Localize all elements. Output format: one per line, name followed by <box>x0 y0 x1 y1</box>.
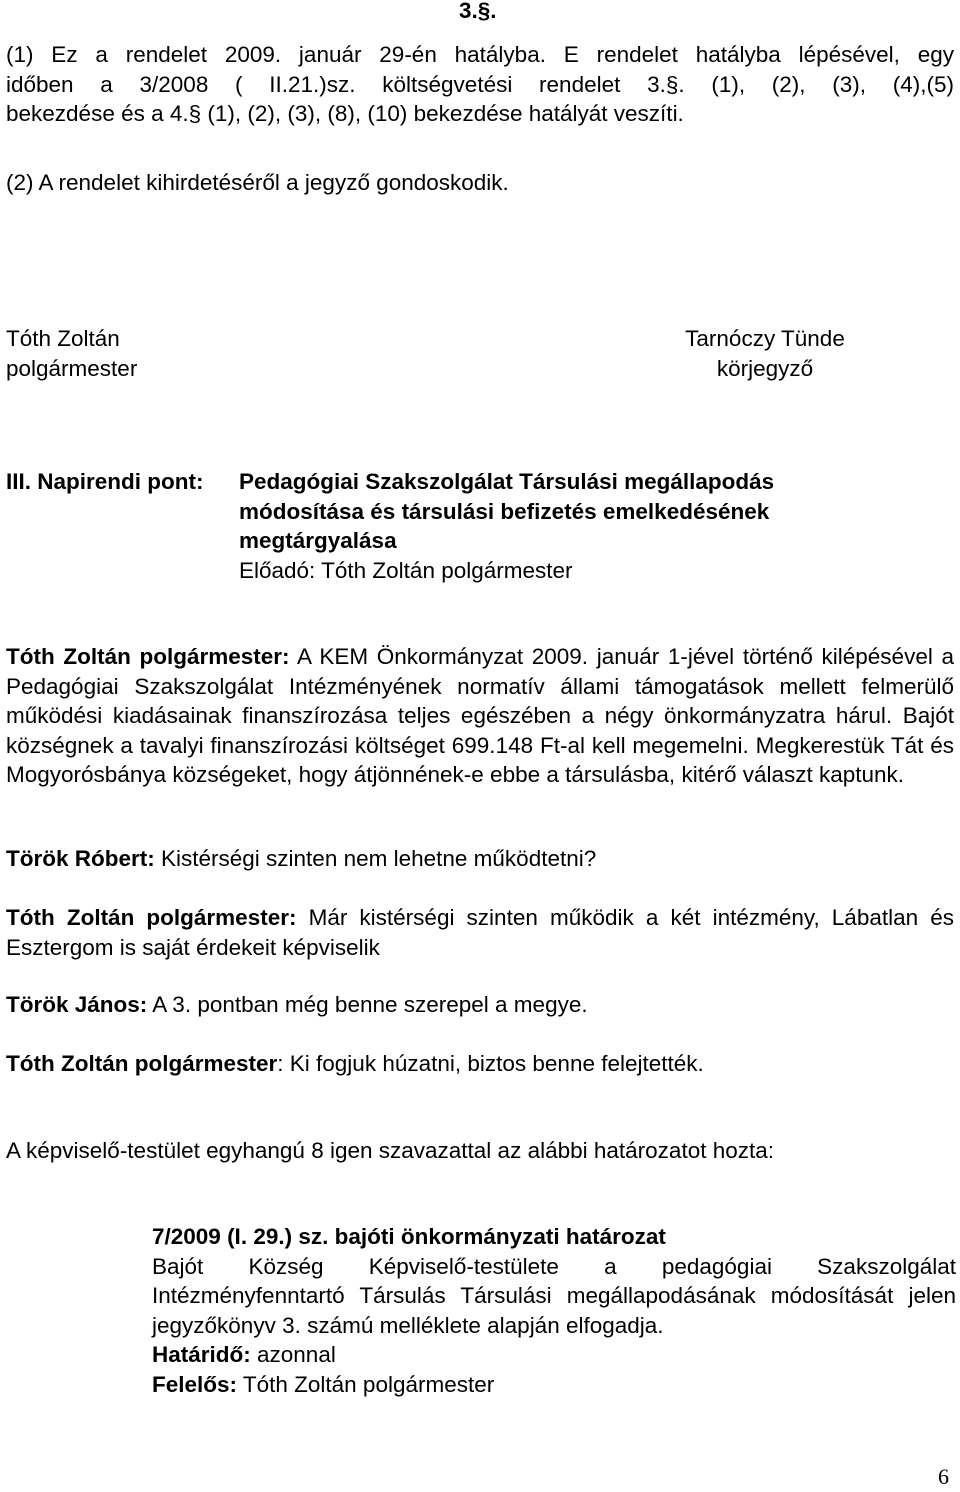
deadline-label: Határidő: <box>152 1342 251 1367</box>
resolution-heading: 7/2009 (I. 29.) sz. bajóti önkormányzati határozat <box>152 1224 666 1249</box>
speaker-name: Török János: <box>6 992 148 1017</box>
resolution-block <box>152 1222 956 1399</box>
agenda-title-line-2: módosítása és társulási befizetés emelkedésének <box>239 498 770 524</box>
responsible-value: Tóth Zoltán polgármester <box>237 1371 495 1397</box>
signature-right-title: körjegyző <box>716 355 814 381</box>
agenda-title <box>239 467 774 585</box>
discussion-entry-3 <box>6 903 954 962</box>
discussion-entry-1 <box>6 642 954 790</box>
speech-text: : Ki fogjuk húzatni, biztos benne felejtették. <box>277 1051 704 1076</box>
agenda-label: III. Napirendi pont: <box>6 469 204 494</box>
paragraph-1 <box>6 40 954 129</box>
agenda-presenter: Előadó: Tóth Zoltán polgármester <box>239 557 573 583</box>
discussion-entry-2 <box>6 844 954 874</box>
signature-left-title: polgármester <box>6 355 138 381</box>
paragraph-1-line-2: időben a 3/2008 ( II.21.)sz. költségvetési rendelet 3.§. (1), (2), (3), (4),(5) <box>6 71 954 97</box>
speech-text: Már kistérségi szinten működik a két intézmény, Lábatlan és Esztergom is saját érdekeit képviselik <box>6 905 954 960</box>
speaker-name: Török Róbert: <box>6 846 155 871</box>
speech-text: A KEM Önkormányzat 2009. január 1-jével történő kilépésével a Pedagógiai Szakszolgálat Intézményének normatív állami támogatások mellett felmerülő működési kiadásainak finanszírozása teljes egészében a négy önkormányzatra hárul. Bajót községnek a tavalyi finanszírozási költséget 699.148 Ft-al kell megemelni. Megkerestük Tát és Mogyorósbánya községeket, hogy átjönnének-e ebbe a társulásba, kitérő választ kaptunk. <box>6 644 954 787</box>
page-number: 6 <box>938 1464 949 1489</box>
resolution-body: Bajót Község Képviselő-testülete a pedagógiai Szakszolgálat Intézményfenntartó Társulás Társulási megállapodásának módosítását jelen jegyzőkönyv 3. számú melléklete alapján elfogadja. <box>152 1253 956 1338</box>
speech-text: Kistérségi szinten nem lehetne működtetni? <box>154 846 597 871</box>
resolution-responsible <box>152 1370 956 1400</box>
speaker-name: Tóth Zoltán polgármester <box>6 1051 278 1076</box>
deadline-value: azonnal <box>250 1342 336 1367</box>
speech-text: A 3. pontban még benne szerepel a megye. <box>147 992 588 1017</box>
paragraph-1-line-3: bekezdése és a 4.§ (1), (2), (3), (8), (10) bekezdése hatályát veszíti. <box>6 101 684 126</box>
signature-left <box>6 324 137 383</box>
section-mark: 3.§. <box>459 0 497 23</box>
responsible-label: Felelős: <box>152 1371 238 1397</box>
signature-right-name: Tarnóczy Tünde <box>685 326 845 351</box>
paragraph-1-line-1: (1) Ez a rendelet 2009. január 29-én hatályba. E rendelet hatályba lépésével, egy <box>6 42 954 67</box>
discussion-entry-5 <box>6 1049 954 1079</box>
speaker-name: Tóth Zoltán polgármester: <box>6 644 290 669</box>
agenda-title-line-1: Pedagógiai Szakszolgálat Társulási megállapodás <box>239 469 775 494</box>
vote-statement: A képviselő-testület egyhangú 8 igen szavazattal az alábbi határozatot hozta: <box>6 1138 774 1163</box>
paragraph-2: (2) A rendelet kihirdetéséről a jegyző gondoskodik. <box>6 170 509 195</box>
resolution-deadline <box>152 1340 956 1370</box>
speaker-name: Tóth Zoltán polgármester: <box>6 905 297 930</box>
signature-right <box>672 324 858 383</box>
signature-left-name: Tóth Zoltán <box>6 326 120 351</box>
discussion-entry-4 <box>6 990 954 1020</box>
agenda-title-line-3: megtárgyalása <box>239 528 397 553</box>
